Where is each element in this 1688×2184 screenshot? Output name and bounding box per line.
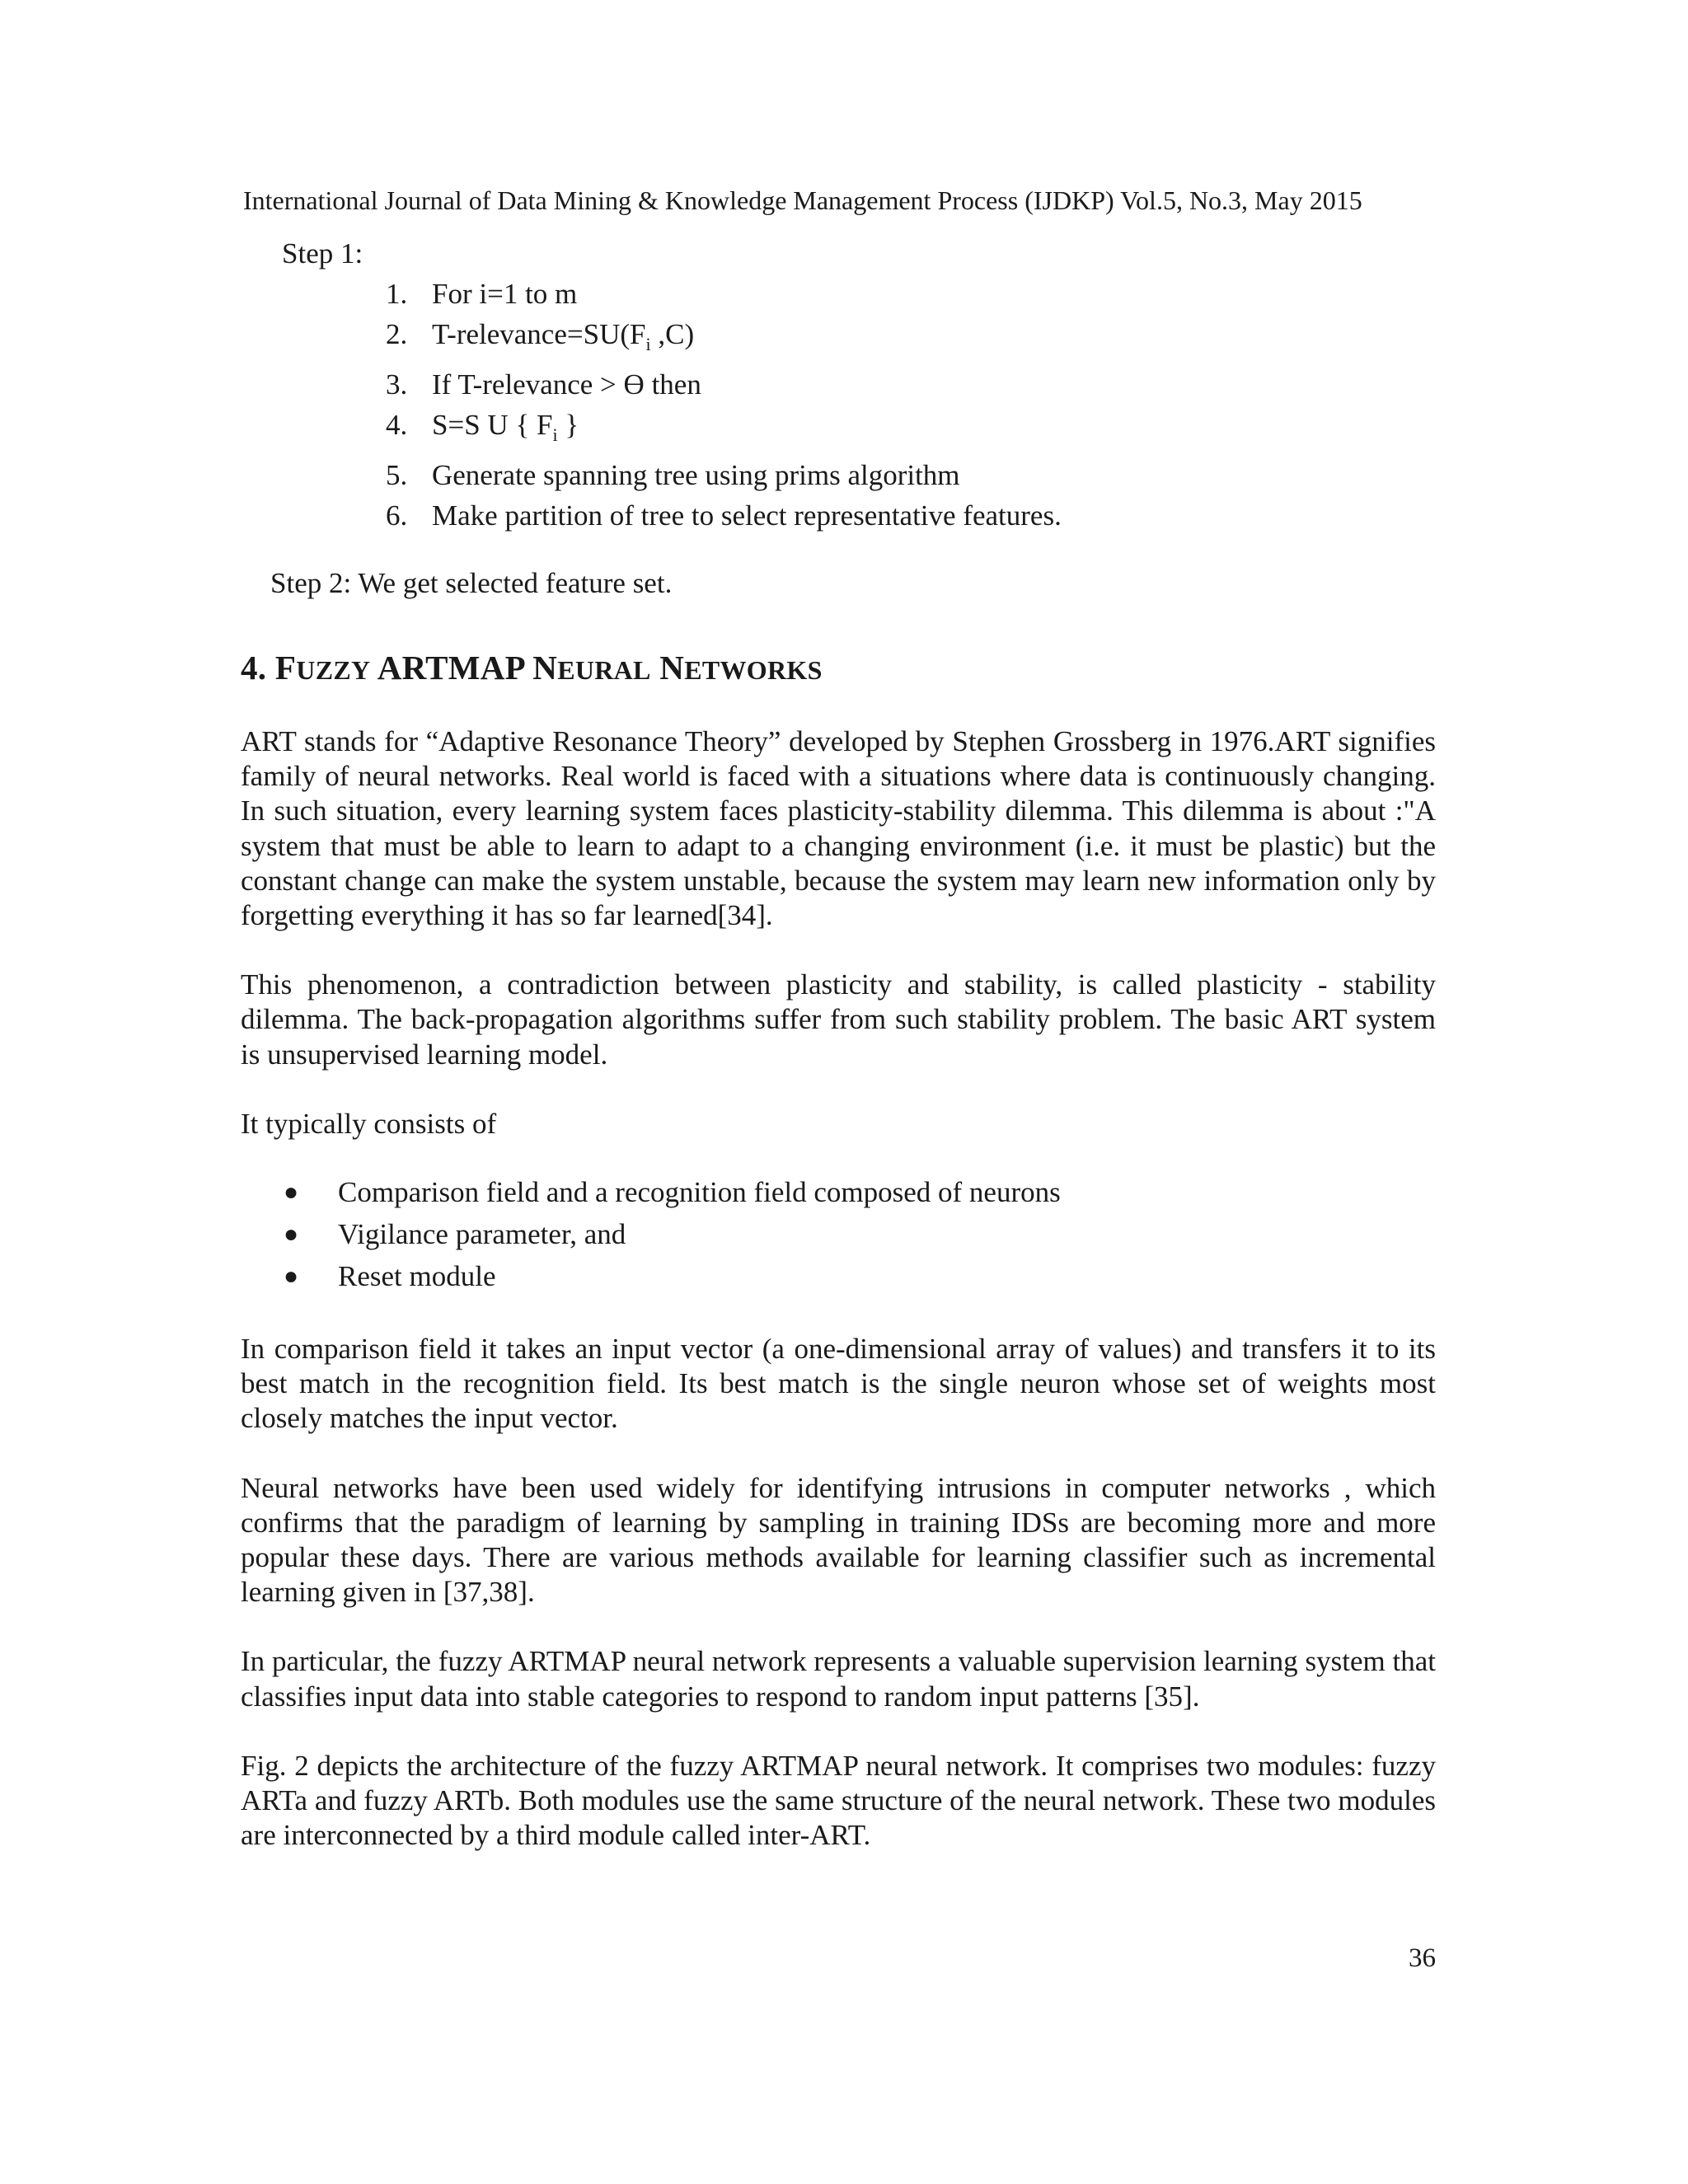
running-header: International Journal of Data Mining & Knowledge Management Process (IJDKP) Vol.5, No.3, May 2015 bbox=[243, 185, 1362, 215]
page-number: 36 bbox=[1409, 1943, 1436, 1973]
algorithm-item bbox=[386, 364, 1436, 405]
bullet-icon: ● bbox=[284, 1263, 299, 1291]
paragraph: It typically consists of bbox=[241, 1107, 497, 1140]
bullet-item: ● Comparison field and a recognition field composed of neurons bbox=[284, 1171, 1436, 1213]
paragraph: In particular, the fuzzy ARTMAP neural network represents a valuable supervision learning system that classifies input data into stable categories to respond to random input patterns [35]. bbox=[241, 1645, 1436, 1713]
item-number: 3. bbox=[386, 368, 408, 401]
algorithm-item bbox=[386, 405, 1436, 455]
bullet-item: ● Reset module bbox=[284, 1255, 1436, 1297]
algorithm-item bbox=[386, 274, 1436, 314]
paragraph: In comparison field it takes an input vector (a one-dimensional array of values) and transfers it to its best match in the recognition field. Its best match is the single neuron whose set of weights most closely matches the input vector. bbox=[241, 1333, 1436, 1435]
step2-text: Step 2: We get selected feature set. bbox=[270, 567, 673, 599]
item-number: 4. bbox=[386, 409, 408, 441]
item-number: 5. bbox=[386, 459, 408, 491]
bullet-icon: ● bbox=[284, 1221, 299, 1249]
item-number: 2. bbox=[386, 318, 408, 350]
item-text: S=S U { $F_i$ } bbox=[432, 409, 579, 445]
bullet-icon: ● bbox=[284, 1179, 299, 1207]
item-text: Make partition of tree to select representative features. bbox=[432, 499, 1062, 532]
section-heading: 4. FUZZY ARTMAP NEURAL NETWORKS bbox=[241, 649, 823, 687]
bullet-list bbox=[241, 1171, 1436, 1297]
step1-label: Step 1: bbox=[282, 237, 363, 269]
algorithm-item bbox=[386, 455, 1436, 495]
paragraph: Neural networks have been used widely for identifying intrusions in computer networks , which confirms that the paradigm of learning by sampling in training IDSs are becoming more and more popular these days. There are various methods available for learning classifier such as incremental learning given in [37,38]. bbox=[241, 1471, 1436, 1609]
paragraph: This phenomenon, a contradiction between plasticity and stability, is called plasticity - stability dilemma. The back-propagation algorithms suffer from such stability problem. The basic ART system is unsupervised learning model. bbox=[241, 968, 1436, 1071]
item-number: 1. bbox=[386, 278, 408, 310]
algorithm-list bbox=[241, 274, 1436, 536]
item-text: $T-relevance=SU(F_i$ ,C) bbox=[432, 318, 695, 354]
algorithm-item bbox=[386, 314, 1436, 364]
paragraph: Fig. 2 depicts the architecture of the fuzzy ARTMAP neural network. It comprises two modules: fuzzy ARTa and fuzzy ARTb. Both modules use the same structure of the neural network. These two modules are interconnected by a third module called inter-ART. bbox=[241, 1749, 1436, 1852]
algorithm-item bbox=[386, 495, 1436, 536]
paragraph: ART stands for “Adaptive Resonance Theory” developed by Stephen Grossberg in 1976.ART signifies family of neural networks. Real world is faced with a situations where data is continuously changing. In such situation, every learning system faces plasticity-stability dilemma. This dilemma is about :"A system that must be able to learn to adapt to a changing environment (i.e. it must be plastic) but the constant change can make the system unstable, because the system may learn new information only by forgetting everything it has so far learned[34]. bbox=[241, 725, 1436, 932]
page-content bbox=[241, 234, 1436, 1853]
item-text: For i=1 to m bbox=[432, 278, 578, 310]
item-text: Generate spanning tree using prims algorithm bbox=[432, 459, 960, 491]
bullet-item: ● Vigilance parameter, and bbox=[284, 1213, 1436, 1255]
item-number: 6. bbox=[386, 499, 408, 532]
item-text: If T-relevance > Ɵ then bbox=[432, 368, 701, 401]
